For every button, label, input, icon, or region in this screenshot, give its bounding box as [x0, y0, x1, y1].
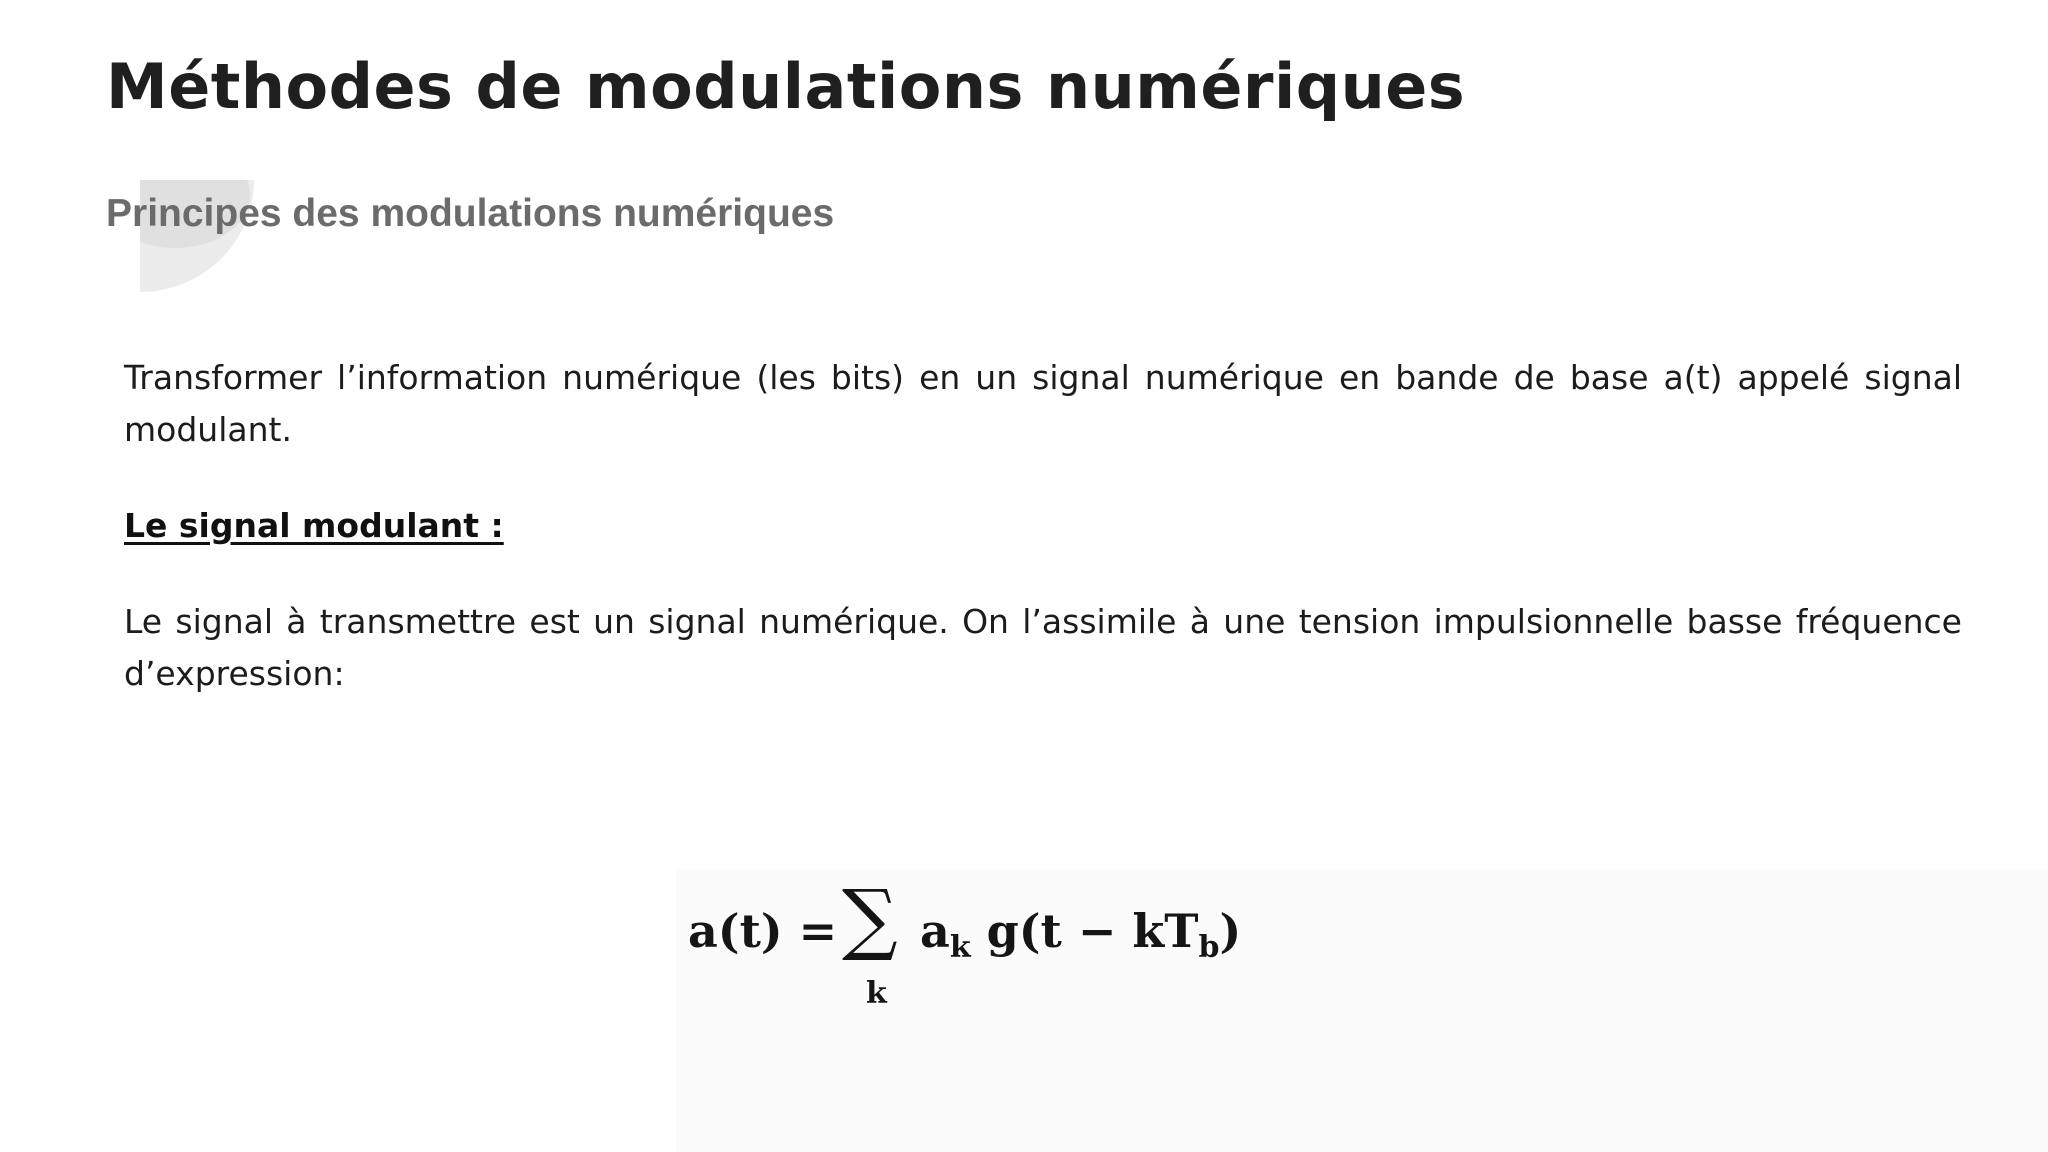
- slide-title: Méthodes de modulations numériques: [106, 50, 1466, 123]
- intro-paragraph: Transformer l’information numérique (les bits) en un signal numérique en bande de base a(t) appelé signal modulant.: [124, 358, 1962, 449]
- pulse-function: g(t − kT: [970, 904, 1199, 958]
- formula-lhs: a(t) =: [688, 904, 838, 958]
- coefficient-subscript: k: [949, 930, 971, 965]
- slide-subtitle: Principes des modulations numériques: [106, 192, 835, 235]
- section-heading: Le signal modulant :: [124, 506, 504, 545]
- period-subscript: b: [1198, 930, 1220, 965]
- formula-rhs: [920, 904, 1242, 965]
- signal-description-paragraph: Le signal à transmettre est un signal numérique. On l’assimile à une tension impulsionnelle basse fréquence d’expression:: [124, 602, 1962, 693]
- modulating-signal-formula: [688, 872, 1242, 1022]
- closing-paren: ): [1219, 904, 1242, 958]
- summation-index: k: [866, 976, 887, 1011]
- coefficient-base: a: [920, 904, 950, 958]
- summation-symbol: ∑: [842, 874, 898, 964]
